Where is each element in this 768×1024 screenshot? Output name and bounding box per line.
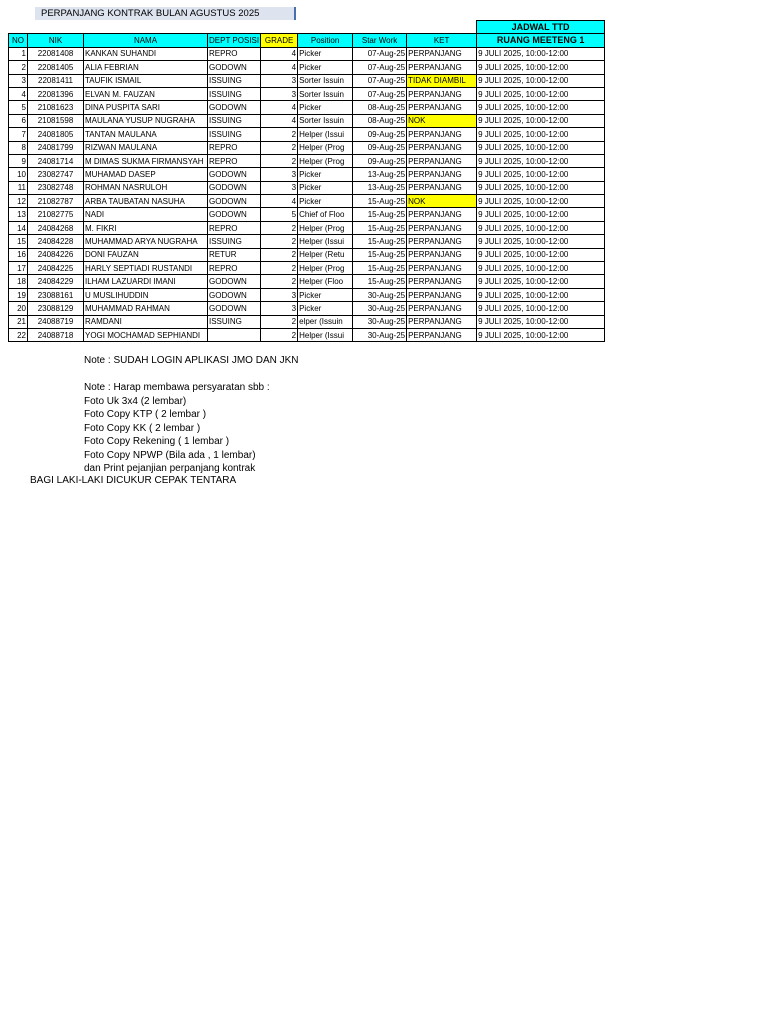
- cell-nama: ALIA FEBRIAN: [84, 61, 208, 74]
- cell-jadwal: 9 JULI 2025, 10:00-12:00: [477, 248, 605, 261]
- cell-nik: 22081411: [28, 74, 84, 87]
- cell-jadwal: 9 JULI 2025, 10:00-12:00: [477, 288, 605, 301]
- cell-no: 7: [9, 128, 28, 141]
- table-row: [9, 101, 605, 114]
- cell-start: 09-Aug-25: [353, 154, 407, 167]
- cell-ket: PERPANJANG: [407, 248, 477, 261]
- table-row: [9, 181, 605, 194]
- cell-ket: NOK: [407, 114, 477, 127]
- cell-nik: 22081405: [28, 61, 84, 74]
- table-row: [9, 47, 605, 60]
- cell-grade: 2: [261, 235, 298, 248]
- cell-position: Picker: [298, 61, 353, 74]
- cell-no: 20: [9, 302, 28, 315]
- cell-position: Helper (Prog: [298, 221, 353, 234]
- cell-position: Picker: [298, 195, 353, 208]
- requirements-title: Note : Harap membawa persyaratan sbb :: [84, 382, 270, 393]
- requirement-item: Foto Copy NPWP (Bila ada , 1 lembar): [84, 449, 256, 461]
- cell-nik: 21082775: [28, 208, 84, 221]
- cell-nama: NADI: [84, 208, 208, 221]
- cell-nik: 23088129: [28, 302, 84, 315]
- cell-nama: HARLY SEPTIADI RUSTANDI: [84, 262, 208, 275]
- cell-no: 13: [9, 208, 28, 221]
- cell-ket: PERPANJANG: [407, 208, 477, 221]
- cell-no: 2: [9, 61, 28, 74]
- cell-grade: 4: [261, 61, 298, 74]
- table-row: [9, 221, 605, 234]
- sheet-title: PERPANJANG KONTRAK BULAN AGUSTUS 2025: [35, 7, 296, 20]
- cell-start: 07-Aug-25: [353, 74, 407, 87]
- col-header-start: Star Work: [353, 34, 407, 47]
- cell-no: 21: [9, 315, 28, 328]
- cell-grade: 2: [261, 328, 298, 341]
- cell-no: 9: [9, 154, 28, 167]
- cell-nama: MUHAMMAD ARYA NUGRAHA: [84, 235, 208, 248]
- table-row: [9, 168, 605, 181]
- cell-dept: RETUR: [208, 248, 261, 261]
- cell-dept: GODOWN: [208, 195, 261, 208]
- cell-position: Sorter Issuin: [298, 74, 353, 87]
- cell-position: Helper (Retu: [298, 248, 353, 261]
- cell-jadwal: 9 JULI 2025, 10:00-12:00: [477, 275, 605, 288]
- cell-nik: 22081408: [28, 47, 84, 60]
- cell-position: Helper (Floo: [298, 275, 353, 288]
- cell-position: Helper (Prog: [298, 154, 353, 167]
- cell-grade: 2: [261, 141, 298, 154]
- column-header-row: [9, 34, 605, 47]
- cell-jadwal: 9 JULI 2025, 10:00-12:00: [477, 61, 605, 74]
- cell-dept: ISSUING: [208, 235, 261, 248]
- cell-ket: PERPANJANG: [407, 154, 477, 167]
- cell-nik: 23082747: [28, 168, 84, 181]
- requirement-item: Foto Copy KK ( 2 lembar ): [84, 422, 201, 434]
- cell-nik: 24084228: [28, 235, 84, 248]
- cell-jadwal: 9 JULI 2025, 10:00-12:00: [477, 168, 605, 181]
- cell-ket: PERPANJANG: [407, 235, 477, 248]
- cell-jadwal: 9 JULI 2025, 10:00-12:00: [477, 47, 605, 60]
- cell-position: Sorter Issuin: [298, 114, 353, 127]
- contract-table: [8, 20, 605, 342]
- cell-nama: DINA PUSPITA SARI: [84, 101, 208, 114]
- cell-no: 16: [9, 248, 28, 261]
- cell-grade: 2: [261, 221, 298, 234]
- col-header-no: NO: [9, 34, 28, 47]
- cell-no: 12: [9, 195, 28, 208]
- cell-ket: TIDAK DIAMBIL: [407, 74, 477, 87]
- cell-position: Chief of Floo: [298, 208, 353, 221]
- notes-section: [84, 354, 299, 476]
- cell-start: 15-Aug-25: [353, 248, 407, 261]
- cell-dept: GODOWN: [208, 61, 261, 74]
- cell-nik: 24084226: [28, 248, 84, 261]
- cell-ket: PERPANJANG: [407, 262, 477, 275]
- cell-nik: 24088719: [28, 315, 84, 328]
- table-row: [9, 235, 605, 248]
- cell-nik: 24084229: [28, 275, 84, 288]
- cell-position: Helper (Prog: [298, 262, 353, 275]
- cell-nama: DONI FAUZAN: [84, 248, 208, 261]
- cell-nama: RAMDANI: [84, 315, 208, 328]
- table-row: [9, 302, 605, 315]
- table-row: [9, 275, 605, 288]
- cell-ket: PERPANJANG: [407, 328, 477, 341]
- cell-start: 30-Aug-25: [353, 315, 407, 328]
- cell-nik: 24088718: [28, 328, 84, 341]
- cell-jadwal: 9 JULI 2025, 10:00-12:00: [477, 74, 605, 87]
- table-row: [9, 315, 605, 328]
- cell-no: 3: [9, 74, 28, 87]
- requirement-item: dan Print pejanjian perpanjang kontrak: [84, 463, 256, 474]
- cell-position: Picker: [298, 47, 353, 60]
- table-row: [9, 248, 605, 261]
- requirement-item: Foto Copy KTP ( 2 lembar ): [84, 409, 207, 420]
- cell-grade: 4: [261, 47, 298, 60]
- cell-grade: 2: [261, 262, 298, 275]
- col-header-nik: NIK: [28, 34, 84, 47]
- cell-dept: ISSUING: [208, 114, 261, 127]
- cell-grade: 2: [261, 248, 298, 261]
- cell-nama: TANTAN MAULANA: [84, 128, 208, 141]
- cell-ket: PERPANJANG: [407, 61, 477, 74]
- cell-dept: GODOWN: [208, 181, 261, 194]
- cell-ket: PERPANJANG: [407, 47, 477, 60]
- table-body: [9, 47, 605, 342]
- cell-grade: 5: [261, 208, 298, 221]
- table-row: [9, 141, 605, 154]
- cell-jadwal: 9 JULI 2025, 10:00-12:00: [477, 141, 605, 154]
- cell-dept: [208, 328, 261, 341]
- table-row: [9, 74, 605, 87]
- cell-start: 07-Aug-25: [353, 87, 407, 100]
- cell-position: Picker: [298, 288, 353, 301]
- cell-no: 14: [9, 221, 28, 234]
- cell-ket: PERPANJANG: [407, 221, 477, 234]
- cell-dept: REPRO: [208, 262, 261, 275]
- cell-ket: PERPANJANG: [407, 275, 477, 288]
- table-row: [9, 195, 605, 208]
- table-row: [9, 154, 605, 167]
- cell-dept: REPRO: [208, 154, 261, 167]
- cell-ket: PERPANJANG: [407, 101, 477, 114]
- cell-jadwal: 9 JULI 2025, 10:00-12:00: [477, 114, 605, 127]
- table-row: [9, 288, 605, 301]
- cell-position: Helper (Issui: [298, 328, 353, 341]
- cell-start: 07-Aug-25: [353, 47, 407, 60]
- cell-position: Helper (Issui: [298, 128, 353, 141]
- table-row: [9, 61, 605, 74]
- col-header-position: Position: [298, 34, 353, 47]
- col-header-dept: DEPT POSISI: [208, 34, 261, 47]
- haircut-note: BAGI LAKI-LAKI DICUKUR CEPAK TENTARA: [30, 475, 237, 486]
- cell-nama: RIZWAN MAULANA: [84, 141, 208, 154]
- cell-position: Helper (Issui: [298, 235, 353, 248]
- cell-jadwal: 9 JULI 2025, 10:00-12:00: [477, 262, 605, 275]
- cell-jadwal: 9 JULI 2025, 10:00-12:00: [477, 302, 605, 315]
- cell-jadwal: 9 JULI 2025, 10:00-12:00: [477, 87, 605, 100]
- cell-grade: 2: [261, 315, 298, 328]
- cell-no: 22: [9, 328, 28, 341]
- cell-grade: 4: [261, 114, 298, 127]
- cell-dept: ISSUING: [208, 128, 261, 141]
- cell-nik: 24081799: [28, 141, 84, 154]
- cell-dept: REPRO: [208, 221, 261, 234]
- cell-dept: ISSUING: [208, 315, 261, 328]
- cell-ket: PERPANJANG: [407, 302, 477, 315]
- cell-nama: M. FIKRI: [84, 221, 208, 234]
- cell-nama: MUHAMMAD RAHMAN: [84, 302, 208, 315]
- cell-position: Helper (Prog: [298, 141, 353, 154]
- cell-start: 08-Aug-25: [353, 101, 407, 114]
- cell-grade: 2: [261, 154, 298, 167]
- cell-no: 11: [9, 181, 28, 194]
- cell-ket: PERPANJANG: [407, 315, 477, 328]
- cell-no: 15: [9, 235, 28, 248]
- cell-nik: 24084268: [28, 221, 84, 234]
- cell-start: 15-Aug-25: [353, 208, 407, 221]
- cell-start: 07-Aug-25: [353, 61, 407, 74]
- cell-grade: 4: [261, 101, 298, 114]
- cell-jadwal: 9 JULI 2025, 10:00-12:00: [477, 221, 605, 234]
- cell-dept: GODOWN: [208, 288, 261, 301]
- cell-position: Picker: [298, 168, 353, 181]
- cell-nik: 21082787: [28, 195, 84, 208]
- cell-ket: NOK: [407, 195, 477, 208]
- cell-ket: PERPANJANG: [407, 87, 477, 100]
- cell-start: 09-Aug-25: [353, 141, 407, 154]
- cell-nama: MUHAMAD DASEP: [84, 168, 208, 181]
- cell-no: 19: [9, 288, 28, 301]
- cell-start: 13-Aug-25: [353, 181, 407, 194]
- cell-position: elper (Issuin: [298, 315, 353, 328]
- login-note: Note : SUDAH LOGIN APLIKASI JMO DAN JKN: [84, 355, 299, 366]
- cell-jadwal: 9 JULI 2025, 10:00-12:00: [477, 181, 605, 194]
- cell-nik: 24084225: [28, 262, 84, 275]
- table-row: [9, 87, 605, 100]
- cell-start: 15-Aug-25: [353, 275, 407, 288]
- cell-dept: ISSUING: [208, 87, 261, 100]
- cell-jadwal: 9 JULI 2025, 10:00-12:00: [477, 101, 605, 114]
- cell-no: 10: [9, 168, 28, 181]
- cell-start: 30-Aug-25: [353, 302, 407, 315]
- col-header-ruang: RUANG MEETENG 1: [477, 34, 605, 47]
- cell-grade: 3: [261, 74, 298, 87]
- cell-no: 8: [9, 141, 28, 154]
- requirement-item: Foto Copy Rekening ( 1 lembar ): [84, 436, 230, 447]
- cell-nama: ROHMAN NASRULOH: [84, 181, 208, 194]
- cell-jadwal: 9 JULI 2025, 10:00-12:00: [477, 235, 605, 248]
- cell-jadwal: 9 JULI 2025, 10:00-12:00: [477, 208, 605, 221]
- cell-position: Picker: [298, 302, 353, 315]
- cell-start: 13-Aug-25: [353, 168, 407, 181]
- jadwal-header-row: [9, 21, 605, 34]
- jadwal-header: JADWAL TTD: [477, 21, 605, 34]
- cell-grade: 4: [261, 195, 298, 208]
- cell-nama: MAULANA YUSUP NUGRAHA: [84, 114, 208, 127]
- cell-dept: ISSUING: [208, 74, 261, 87]
- cell-ket: PERPANJANG: [407, 288, 477, 301]
- table-row: [9, 114, 605, 127]
- cell-grade: 3: [261, 87, 298, 100]
- cell-start: 15-Aug-25: [353, 235, 407, 248]
- table-row: [9, 328, 605, 341]
- cell-nik: 21081598: [28, 114, 84, 127]
- col-header-grade: GRADE: [261, 34, 298, 47]
- cell-no: 6: [9, 114, 28, 127]
- cell-position: Picker: [298, 101, 353, 114]
- cell-start: 09-Aug-25: [353, 128, 407, 141]
- cell-grade: 3: [261, 302, 298, 315]
- cell-nama: ILHAM LAZUARDI IMANI: [84, 275, 208, 288]
- cell-start: 08-Aug-25: [353, 114, 407, 127]
- table-row: [9, 128, 605, 141]
- cell-nama: ARBA TAUBATAN NASUHA: [84, 195, 208, 208]
- cell-grade: 2: [261, 275, 298, 288]
- table-row: [9, 208, 605, 221]
- cell-jadwal: 9 JULI 2025, 10:00-12:00: [477, 315, 605, 328]
- cell-no: 1: [9, 47, 28, 60]
- cell-position: Sorter Issuin: [298, 87, 353, 100]
- requirement-item: Foto Uk 3x4 (2 lembar): [84, 395, 187, 407]
- cell-position: Picker: [298, 181, 353, 194]
- cell-no: 5: [9, 101, 28, 114]
- cell-jadwal: 9 JULI 2025, 10:00-12:00: [477, 154, 605, 167]
- cell-dept: REPRO: [208, 141, 261, 154]
- cell-grade: 3: [261, 288, 298, 301]
- cell-start: 30-Aug-25: [353, 328, 407, 341]
- cell-grade: 2: [261, 128, 298, 141]
- cell-jadwal: 9 JULI 2025, 10:00-12:00: [477, 328, 605, 341]
- cell-grade: 3: [261, 168, 298, 181]
- cell-grade: 3: [261, 181, 298, 194]
- cell-dept: REPRO: [208, 47, 261, 60]
- cell-no: 18: [9, 275, 28, 288]
- cell-nama: U MUSLIHUDDIN: [84, 288, 208, 301]
- col-header-ket: KET: [407, 34, 477, 47]
- cell-dept: GODOWN: [208, 302, 261, 315]
- cell-no: 17: [9, 262, 28, 275]
- cell-nama: KANKAN SUHANDI: [84, 47, 208, 60]
- cell-nama: YOGI MOCHAMAD SEPHIANDI: [84, 328, 208, 341]
- cell-nama: TAUFIK ISMAIL: [84, 74, 208, 87]
- col-header-nama: NAMA: [84, 34, 208, 47]
- cell-nik: 21081623: [28, 101, 84, 114]
- cell-ket: PERPANJANG: [407, 181, 477, 194]
- table-row: [9, 262, 605, 275]
- cell-start: 15-Aug-25: [353, 221, 407, 234]
- cell-ket: PERPANJANG: [407, 128, 477, 141]
- cell-dept: GODOWN: [208, 101, 261, 114]
- cell-nik: 24081805: [28, 128, 84, 141]
- cell-jadwal: 9 JULI 2025, 10:00-12:00: [477, 128, 605, 141]
- cell-nama: ELVAN M. FAUZAN: [84, 87, 208, 100]
- cell-nik: 23082748: [28, 181, 84, 194]
- cell-jadwal: 9 JULI 2025, 10:00-12:00: [477, 195, 605, 208]
- cell-dept: GODOWN: [208, 208, 261, 221]
- cell-ket: PERPANJANG: [407, 141, 477, 154]
- cell-no: 4: [9, 87, 28, 100]
- cell-start: 30-Aug-25: [353, 288, 407, 301]
- cell-nik: 23088161: [28, 288, 84, 301]
- cell-dept: GODOWN: [208, 168, 261, 181]
- cell-nik: 22081396: [28, 87, 84, 100]
- cell-start: 15-Aug-25: [353, 262, 407, 275]
- cell-ket: PERPANJANG: [407, 168, 477, 181]
- cell-nik: 24081714: [28, 154, 84, 167]
- cell-dept: GODOWN: [208, 275, 261, 288]
- cell-nama: M DIMAS SUKMA FIRMANSYAH: [84, 154, 208, 167]
- cell-start: 15-Aug-25: [353, 195, 407, 208]
